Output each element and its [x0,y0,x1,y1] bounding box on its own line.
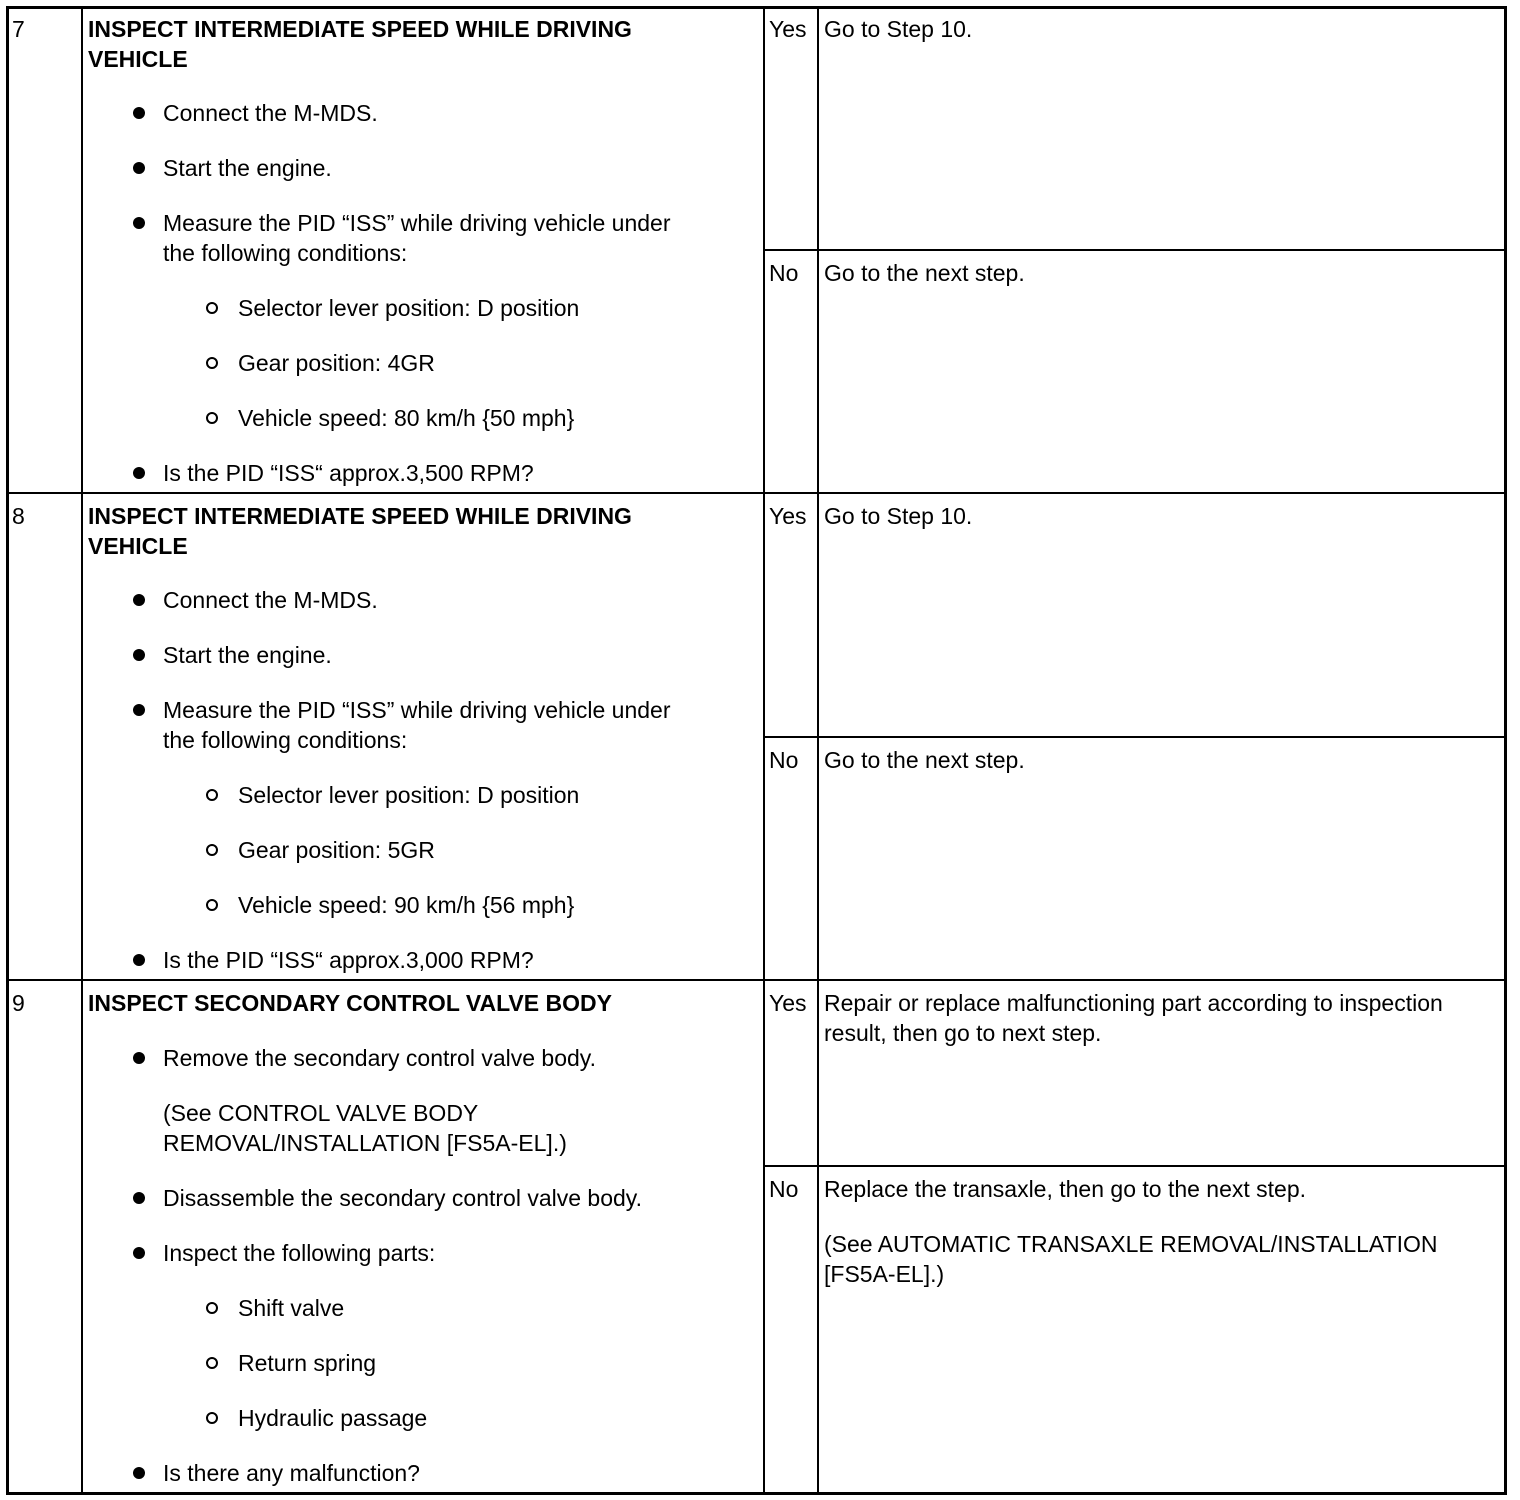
column-divider-action [763,8,765,1492]
bullet-icon [133,649,145,661]
sub-bullet-icon [206,789,218,801]
condition-item: Selector lever position: D position [238,295,580,321]
bullet-icon [133,1192,145,1204]
sub-bullet-icon [206,1302,218,1314]
instruction-item: Connect the M-MDS. [163,100,378,126]
column-divider-step [81,8,83,1492]
step-number: 7 [12,16,25,42]
row-divider-step7 [8,492,1506,494]
bullet-icon [133,1467,145,1479]
sub-bullet-icon [206,899,218,911]
yes-action: Go to Step 10. [824,16,973,42]
instruction-item: Measure the PID “ISS” while driving vehicle under [163,210,671,236]
no-action: Go to the next step. [824,747,1025,773]
step-title: INSPECT SECONDARY CONTROL VALVE BODY [88,990,612,1016]
bullet-icon [133,954,145,966]
instruction-item: Remove the secondary control valve body. [163,1045,596,1071]
column-divider-result [817,8,819,1492]
condition-item: Gear position: 4GR [238,350,435,376]
step-title: INSPECT INTERMEDIATE SPEED WHILE DRIVING [88,503,632,529]
yes-action: Go to Step 10. [824,503,973,529]
row-divider-step8 [8,979,1506,981]
no-action-reference: (See AUTOMATIC TRANSAXLE REMOVAL/INSTALLATION [824,1231,1438,1257]
no-action: Go to the next step. [824,260,1025,286]
instruction-item-continued: the following conditions: [163,240,408,266]
instruction-item: Start the engine. [163,642,332,668]
instruction-item: Connect the M-MDS. [163,587,378,613]
no-action: Replace the transaxle, then go to the next step. [824,1176,1307,1202]
yes-label: Yes [769,16,807,42]
bullet-icon [133,1247,145,1259]
reference-note-continued: REMOVAL/INSTALLATION [FS5A-EL].) [163,1130,567,1156]
yes-no-divider-step7 [764,249,1506,251]
bullet-icon [133,217,145,229]
bullet-icon [133,107,145,119]
question-item: Is the PID “ISS“ approx.3,500 RPM? [163,460,534,486]
condition-item: Gear position: 5GR [238,837,435,863]
no-label: No [769,747,799,773]
bullet-icon [133,704,145,716]
instruction-item-continued: the following conditions: [163,727,408,753]
sub-bullet-icon [206,844,218,856]
bullet-icon [133,1052,145,1064]
bullet-icon [133,162,145,174]
sub-bullet-icon [206,412,218,424]
instruction-item: Disassemble the secondary control valve body. [163,1185,642,1211]
question-item: Is the PID “ISS“ approx.3,000 RPM? [163,947,534,973]
yes-no-divider-step8 [764,736,1506,738]
sub-bullet-icon [206,1412,218,1424]
condition-item: Vehicle speed: 80 km/h {50 mph} [238,405,575,431]
no-label: No [769,1176,799,1202]
bullet-icon [133,467,145,479]
condition-item: Selector lever position: D position [238,782,580,808]
step-number: 8 [12,503,25,529]
step-title-continued: VEHICLE [88,46,188,72]
sub-bullet-icon [206,357,218,369]
yes-action: Repair or replace malfunctioning part according to inspection [824,990,1443,1016]
no-label: No [769,260,799,286]
part-item: Return spring [238,1350,377,1376]
instruction-item: Inspect the following parts: [163,1240,436,1266]
question-item: Is there any malfunction? [163,1460,420,1486]
yes-action-continued: result, then go to next step. [824,1020,1102,1046]
part-item: Hydraulic passage [238,1405,428,1431]
yes-label: Yes [769,503,807,529]
condition-item: Vehicle speed: 90 km/h {56 mph} [238,892,575,918]
reference-note: (See CONTROL VALVE BODY [163,1100,479,1126]
bullet-icon [133,594,145,606]
step-title: INSPECT INTERMEDIATE SPEED WHILE DRIVING [88,16,632,42]
instruction-item: Measure the PID “ISS” while driving vehicle under [163,697,671,723]
sub-bullet-icon [206,302,218,314]
no-action-reference-continued: [FS5A-EL].) [824,1261,945,1287]
yes-label: Yes [769,990,807,1016]
yes-no-divider-step9 [764,1165,1506,1167]
step-number: 9 [12,990,25,1016]
part-item: Shift valve [238,1295,345,1321]
step-title-continued: VEHICLE [88,533,188,559]
instruction-item: Start the engine. [163,155,332,181]
sub-bullet-icon [206,1357,218,1369]
